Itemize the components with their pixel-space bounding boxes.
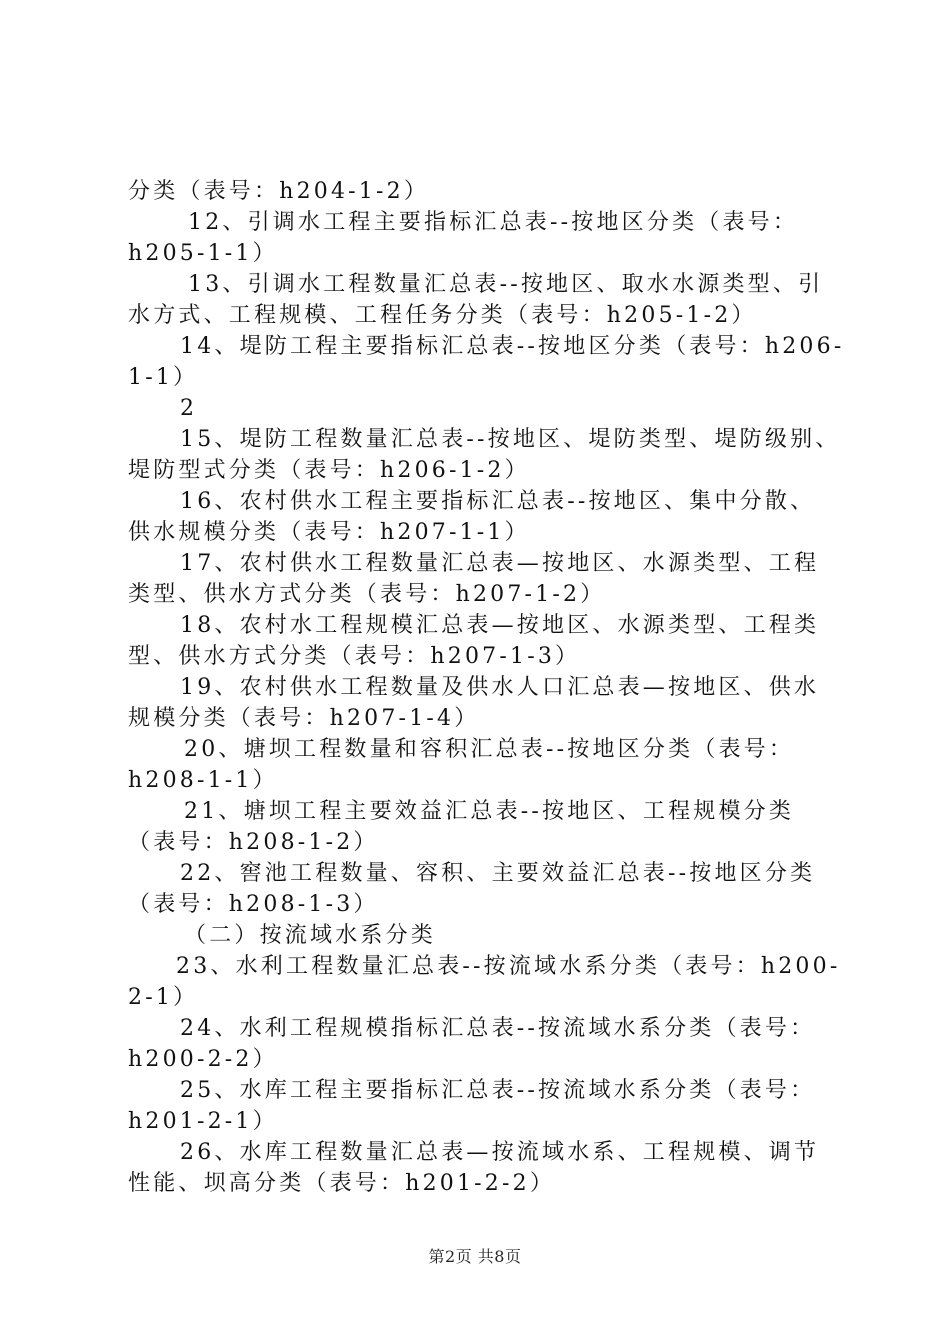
list-item-14: 14、堤防工程主要指标汇总表--按地区分类（表号：h206- [180,334,845,359]
list-item-15: 15、堤防工程数量汇总表--按地区、堤防类型、堤防级别、 [180,427,841,452]
text-line: 规模分类（表号：h207-1-4） [128,706,480,731]
list-item-21: 21、塘坝工程主要效益汇总表--按地区、工程规模分类 [184,799,795,824]
list-item-25: 25、水库工程主要指标汇总表--按流域水系分类（表号： [180,1078,816,1103]
page-number-marker: 2 [180,396,198,421]
text-line: 水方式、工程规模、工程任务分类（表号：h205-1-2） [128,303,757,328]
section-heading: （二）按流域水系分类 [184,923,437,948]
document-body [128,176,845,1199]
text-line: （表号：h208-1-2） [128,830,379,855]
list-item-12: 12、引调水工程主要指标汇总表--按地区分类（表号： [188,210,799,235]
list-item-17: 17、农村供水工程数量汇总表—按地区、水源类型、工程 [180,551,820,576]
text-line: h208-1-1） [128,768,278,793]
text-line: 型、供水方式分类（表号：h207-1-3） [128,644,581,669]
list-item-26: 26、水库工程数量汇总表—按流域水系、工程规模、调节 [180,1140,820,1165]
text-line: 供水规模分类（表号：h207-1-1） [128,520,530,545]
text-line: 类型、供水方式分类（表号：h207-1-2） [128,582,606,607]
text-line: 性能、坝高分类（表号：h201-2-2） [128,1171,556,1196]
text-line: h200-2-2） [128,1047,278,1072]
list-item-22: 22、窖池工程数量、容积、主要效益汇总表--按地区分类 [180,861,816,886]
list-item-13: 13、引调水工程数量汇总表--按地区、取水水源类型、引 [188,272,824,297]
text-line: h201-2-1） [128,1109,278,1134]
list-item-19: 19、农村供水工程数量及供水人口汇总表—按地区、供水 [180,675,820,700]
list-item-18: 18、农村水工程规模汇总表—按地区、水源类型、工程类 [180,613,820,638]
page-footer: 第2页 共8页 [428,1247,522,1266]
text-line: 堤防型式分类（表号：h206-1-2） [128,458,530,483]
text-line: （表号：h208-1-3） [128,892,379,917]
text-line: 分类（表号：h204-1-2） [128,179,430,204]
list-item-23: 23、水利工程数量汇总表--按流域水系分类（表号：h200- [176,954,841,979]
text-line: 1-1） [128,365,199,390]
list-item-24: 24、水利工程规模指标汇总表--按流域水系分类（表号： [180,1016,816,1041]
text-line: 2-1） [128,985,199,1010]
text-line: h205-1-1） [128,241,278,266]
list-item-20: 20、塘坝工程数量和容积汇总表--按地区分类（表号： [184,737,795,762]
list-item-16: 16、农村供水工程主要指标汇总表--按地区、集中分散、 [180,489,816,514]
